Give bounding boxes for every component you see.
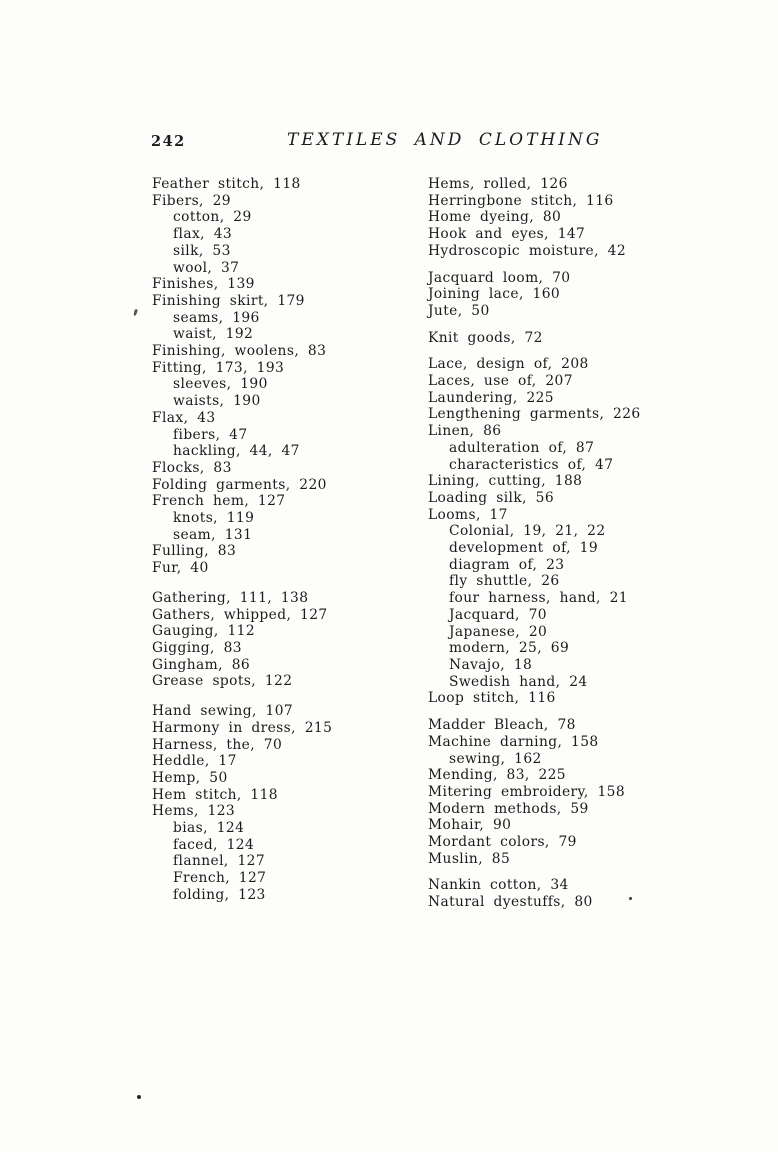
index-entry: Linen, 86 — [428, 423, 502, 440]
index-subentry: Colonial, 19, 21, 22 — [449, 523, 606, 540]
index-entry: Modern methods, 59 — [428, 800, 589, 817]
index-entry: Hems, rolled, 126 — [428, 176, 568, 192]
index-subentry: wool, 37 — [173, 259, 240, 276]
index-subentry: development of, 19 — [449, 540, 599, 557]
index-entry: Gigging, 83 — [152, 639, 242, 656]
index-group-f — [152, 176, 420, 577]
index-entry: Looms, 17 — [428, 506, 508, 523]
index-entry: Loading silk, 56 — [428, 489, 555, 506]
index-subentry: fibers, 47 — [173, 426, 248, 443]
index-subentry: flax, 43 — [173, 226, 233, 243]
index-entry: French hem, 127 — [152, 493, 286, 510]
index-group-k — [428, 330, 703, 347]
index-entry: Muslin, 85 — [428, 850, 511, 867]
index-subentry: cotton, 29 — [173, 209, 252, 226]
index-entry: Hems, 123 — [152, 803, 236, 820]
index-entry: Folding garments, 220 — [152, 476, 327, 493]
index-subentry: flannel, 127 — [173, 853, 265, 870]
index-entry: Hydroscopic moisture, 42 — [428, 242, 627, 259]
index-group-m — [428, 717, 703, 867]
index-subentry: characteristics of, 47 — [449, 456, 614, 473]
index-entry: Jacquard loom, 70 — [428, 269, 571, 286]
index-entry: Mordant colors, 79 — [428, 834, 577, 851]
index-entry: Grease spots, 122 — [152, 673, 293, 690]
index-subentry: diagram of, 23 — [449, 556, 565, 573]
page-number: 242 — [151, 133, 186, 150]
index-entry: Harmony in dress, 215 — [152, 719, 333, 736]
index-entry: Joining lace, 160 — [428, 286, 561, 303]
running-title: TEXTILES AND CLOTHING — [287, 130, 603, 150]
index-subentry: seam, 131 — [173, 526, 253, 543]
index-subentry: knots, 119 — [173, 510, 255, 527]
index-entry: Machine darning, 158 — [428, 733, 599, 750]
index-subentry: adulteration of, 87 — [449, 439, 595, 456]
index-entry: Lengthening garments, 226 — [428, 406, 641, 423]
index-subentry: French, 127 — [173, 870, 267, 887]
scan-artifact-dot — [137, 1095, 141, 1099]
index-entry: Laundering, 225 — [428, 389, 554, 406]
index-entry: Hemp, 50 — [152, 769, 228, 786]
index-entry: Gathers, whipped, 127 — [152, 606, 328, 623]
index-group-g — [152, 590, 420, 690]
index-entry: Hem stitch, 118 — [152, 786, 278, 803]
index-group-l — [428, 356, 703, 707]
index-entry: Hook and eyes, 147 — [428, 226, 586, 243]
index-entry: Heddle, 17 — [152, 753, 237, 770]
index-entry: Fitting, 173, 193 — [152, 359, 285, 376]
index-subentry: waist, 192 — [173, 326, 254, 343]
index-subentry: Navajo, 18 — [449, 656, 533, 673]
scan-artifact-comma — [133, 309, 138, 317]
index-subentry: Jacquard, 70 — [449, 606, 547, 623]
index-entry: Lining, cutting, 188 — [428, 473, 583, 490]
index-column-right — [428, 176, 703, 911]
index-column-left — [152, 176, 420, 904]
index-entry: Gingham, 86 — [152, 656, 251, 673]
index-subentry: faced, 124 — [173, 836, 255, 853]
index-entry: Lace, design of, 208 — [428, 356, 589, 373]
index-entry: Mitering embroidery, 158 — [428, 783, 626, 800]
index-entry: Feather stitch, 118 — [152, 176, 301, 192]
index-subentry: Japanese, 20 — [449, 623, 548, 640]
index-subentry: four harness, hand, 21 — [449, 590, 628, 607]
index-entry: Laces, use of, 207 — [428, 373, 573, 390]
index-entry: Flax, 43 — [152, 409, 216, 426]
index-subentry: sewing, 162 — [449, 750, 542, 767]
index-entry: Mohair, 90 — [428, 817, 512, 834]
index-entry: Madder Bleach, 78 — [428, 717, 576, 734]
index-entry: Home dyeing, 80 — [428, 209, 562, 226]
index-entry: Nankin cotton, 34 — [428, 877, 569, 894]
index-subentry: hackling, 44, 47 — [173, 443, 300, 460]
index-entry: Finishing, woolens, 83 — [152, 343, 327, 360]
index-subentry: silk, 53 — [173, 242, 231, 259]
scan-artifact-dot — [629, 897, 632, 900]
index-entry: Gathering, 111, 138 — [152, 589, 309, 606]
index-entry: Mending, 83, 225 — [428, 767, 566, 784]
index-entry: Flocks, 83 — [152, 459, 232, 476]
index-group-n — [428, 877, 703, 910]
index-subentry: folding, 123 — [173, 886, 266, 903]
index-entry: Herringbone stitch, 116 — [428, 192, 614, 209]
index-subentry: seams, 196 — [173, 309, 260, 326]
index-group-h — [152, 703, 420, 903]
index-subentry: fly shuttle, 26 — [449, 573, 560, 590]
index-entry: Knit goods, 72 — [428, 329, 543, 346]
index-subentry: bias, 124 — [173, 820, 245, 837]
index-entry: Loop stitch, 116 — [428, 690, 556, 707]
index-group-h — [428, 176, 703, 260]
index-entry: Fibers, 29 — [152, 192, 231, 209]
index-subentry: sleeves, 190 — [173, 376, 268, 393]
index-entry: Gauging, 112 — [152, 623, 256, 640]
index-subentry: waists, 190 — [173, 393, 261, 410]
index-entry: Hand sewing, 107 — [152, 703, 294, 720]
index-entry: Finishes, 139 — [152, 276, 255, 293]
index-entry: Finishing skirt, 179 — [152, 292, 305, 309]
index-entry: Fur, 40 — [152, 560, 209, 577]
index-group-j — [428, 270, 703, 320]
index-entry: Jute, 50 — [428, 302, 490, 319]
index-entry: Natural dyestuffs, 80 — [428, 894, 593, 911]
index-entry: Fulling, 83 — [152, 543, 237, 560]
index-subentry: modern, 25, 69 — [449, 640, 570, 657]
index-subentry: Swedish hand, 24 — [449, 673, 588, 690]
index-entry: Harness, the, 70 — [152, 736, 283, 753]
